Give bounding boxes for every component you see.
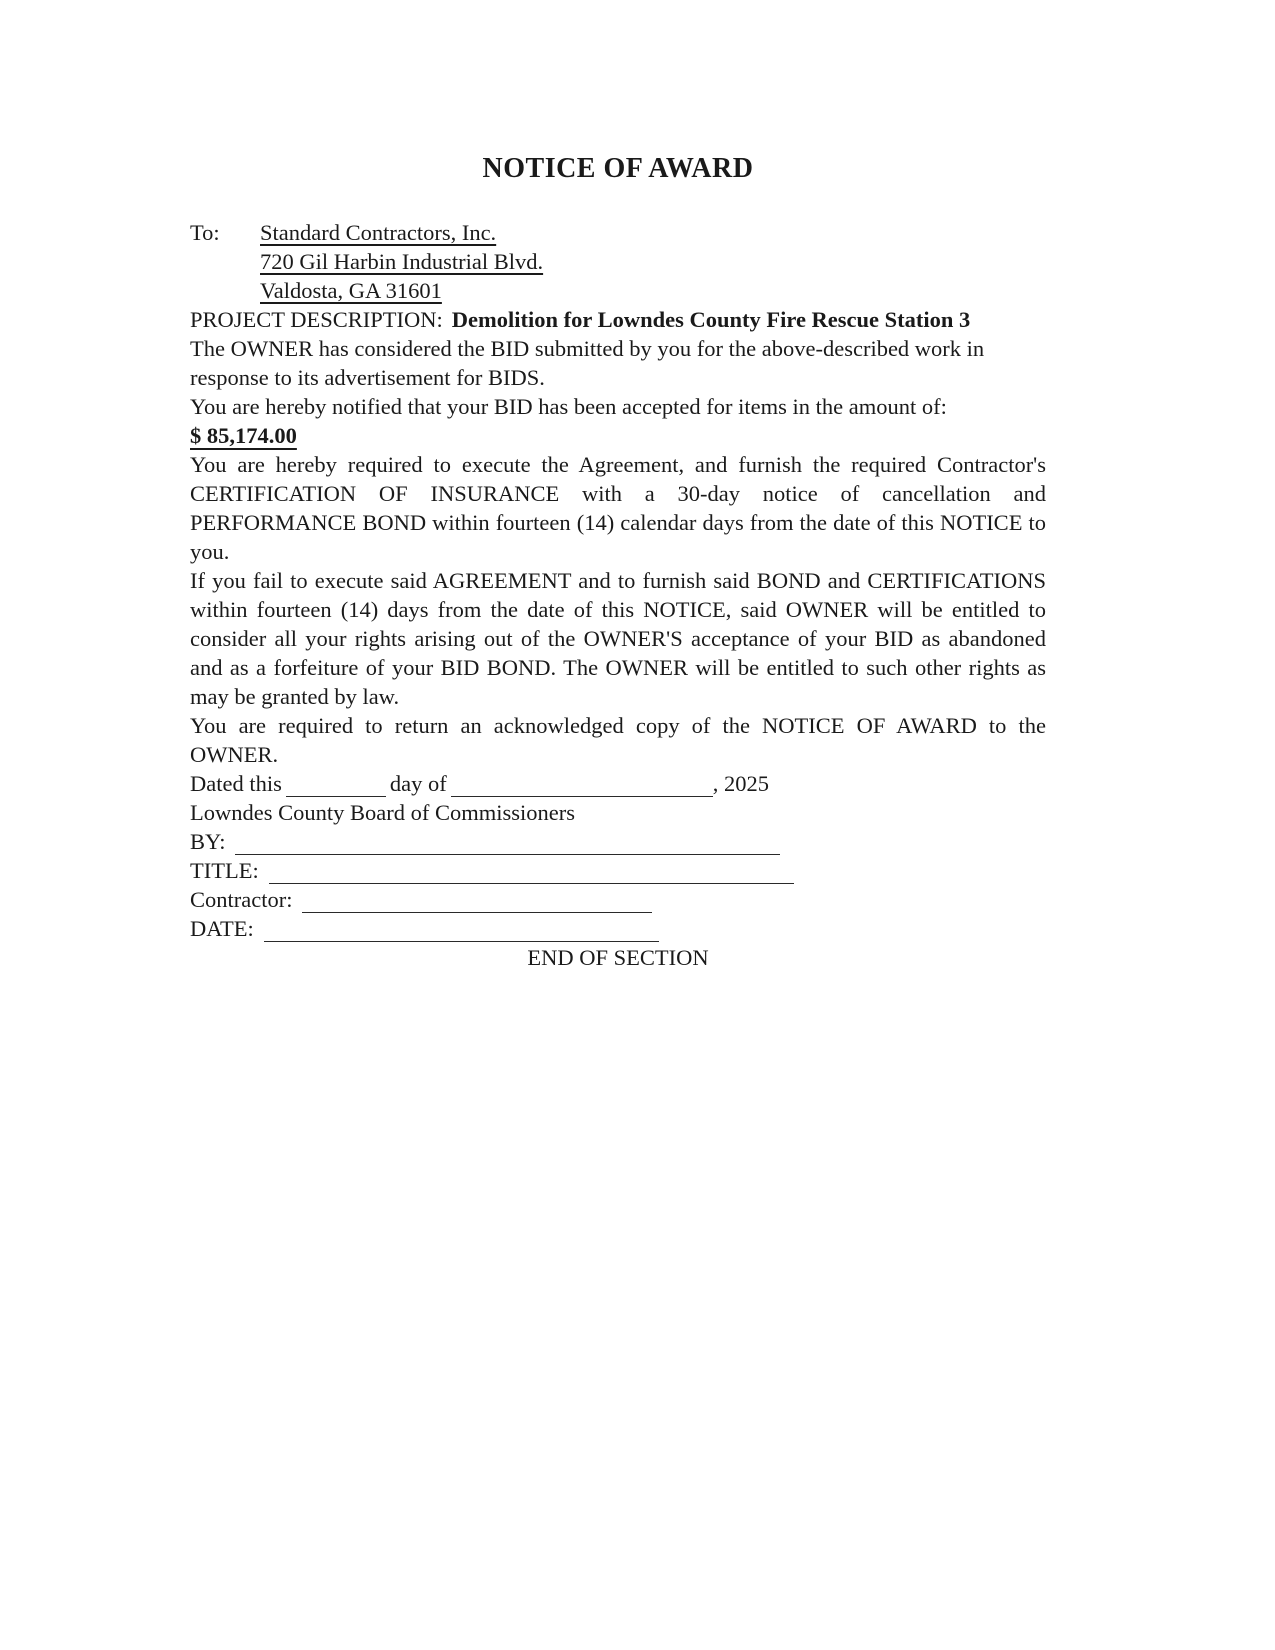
dated-year: , 2025 bbox=[712, 771, 769, 796]
title-signature-line bbox=[269, 859, 794, 884]
title-label: TITLE: bbox=[190, 858, 259, 883]
recipient-address bbox=[260, 218, 543, 305]
month-blank-line bbox=[451, 772, 713, 797]
paragraph-failure-consequences: If you fail to execute said AGREEMENT and to furnish said BOND and CERTIFICATIONS within fourteen (14) days from the date of this NOTICE, said OWNER will be entitled to consider all your rights arising out of the OWNER'S acceptance of your BID as abandoned and as a forfeiture of your BID BOND. The OWNER will be entitled to such other rights as may be granted by law. bbox=[190, 568, 1046, 709]
date-label: DATE: bbox=[190, 916, 254, 941]
by-label: BY: bbox=[190, 829, 226, 854]
by-signature-line bbox=[235, 830, 780, 855]
project-description-line bbox=[190, 305, 1046, 334]
notice-of-award-document bbox=[190, 0, 1046, 972]
project-description-label: PROJECT DESCRIPTION: bbox=[190, 307, 443, 332]
date-line bbox=[190, 914, 1046, 943]
contractor-line bbox=[190, 885, 1046, 914]
to-label: To: bbox=[190, 220, 220, 245]
paragraph-execute-agreement: You are hereby required to execute the Agreement, and furnish the required Contractor's CERTIFICATION OF INSURANCE with a 30-day notice of cancellation and PERFORMANCE BOND within fourteen (14) calendar days from the date of this NOTICE to you. bbox=[190, 452, 1046, 564]
by-line bbox=[190, 827, 1046, 856]
contractor-signature-line bbox=[302, 888, 652, 913]
day-blank-line bbox=[286, 772, 386, 797]
owner-organization: Lowndes County Board of Commissioners bbox=[190, 800, 575, 825]
dated-middle: day of bbox=[389, 771, 447, 796]
document-title: NOTICE OF AWARD bbox=[482, 153, 754, 184]
title-line bbox=[190, 856, 1046, 885]
recipient-street: 720 Gil Harbin Industrial Blvd. bbox=[260, 249, 544, 274]
end-of-section: END OF SECTION bbox=[527, 945, 709, 970]
bid-amount: $ 85,174.00 bbox=[190, 423, 297, 448]
dated-line bbox=[190, 769, 1046, 798]
date-signature-line bbox=[264, 917, 659, 942]
project-description-value: Demolition for Lowndes County Fire Rescue Station 3 bbox=[451, 307, 971, 332]
paragraph-bid-accepted: You are hereby notified that your BID has been accepted for items in the amount of: bbox=[190, 394, 947, 419]
recipient-name: Standard Contractors, Inc. bbox=[260, 220, 497, 245]
dated-prefix: Dated this bbox=[190, 771, 282, 796]
paragraph-owner-considered: The OWNER has considered the BID submitted by you for the above-described work in response to its advertisement for BIDS. bbox=[190, 336, 985, 390]
recipient-city-state-zip: Valdosta, GA 31601 bbox=[260, 278, 442, 303]
recipient-block bbox=[190, 218, 1046, 305]
contractor-label: Contractor: bbox=[190, 887, 293, 912]
paragraph-return-copy: You are required to return an acknowledged copy of the NOTICE OF AWARD to the OWNER. bbox=[190, 713, 1046, 767]
